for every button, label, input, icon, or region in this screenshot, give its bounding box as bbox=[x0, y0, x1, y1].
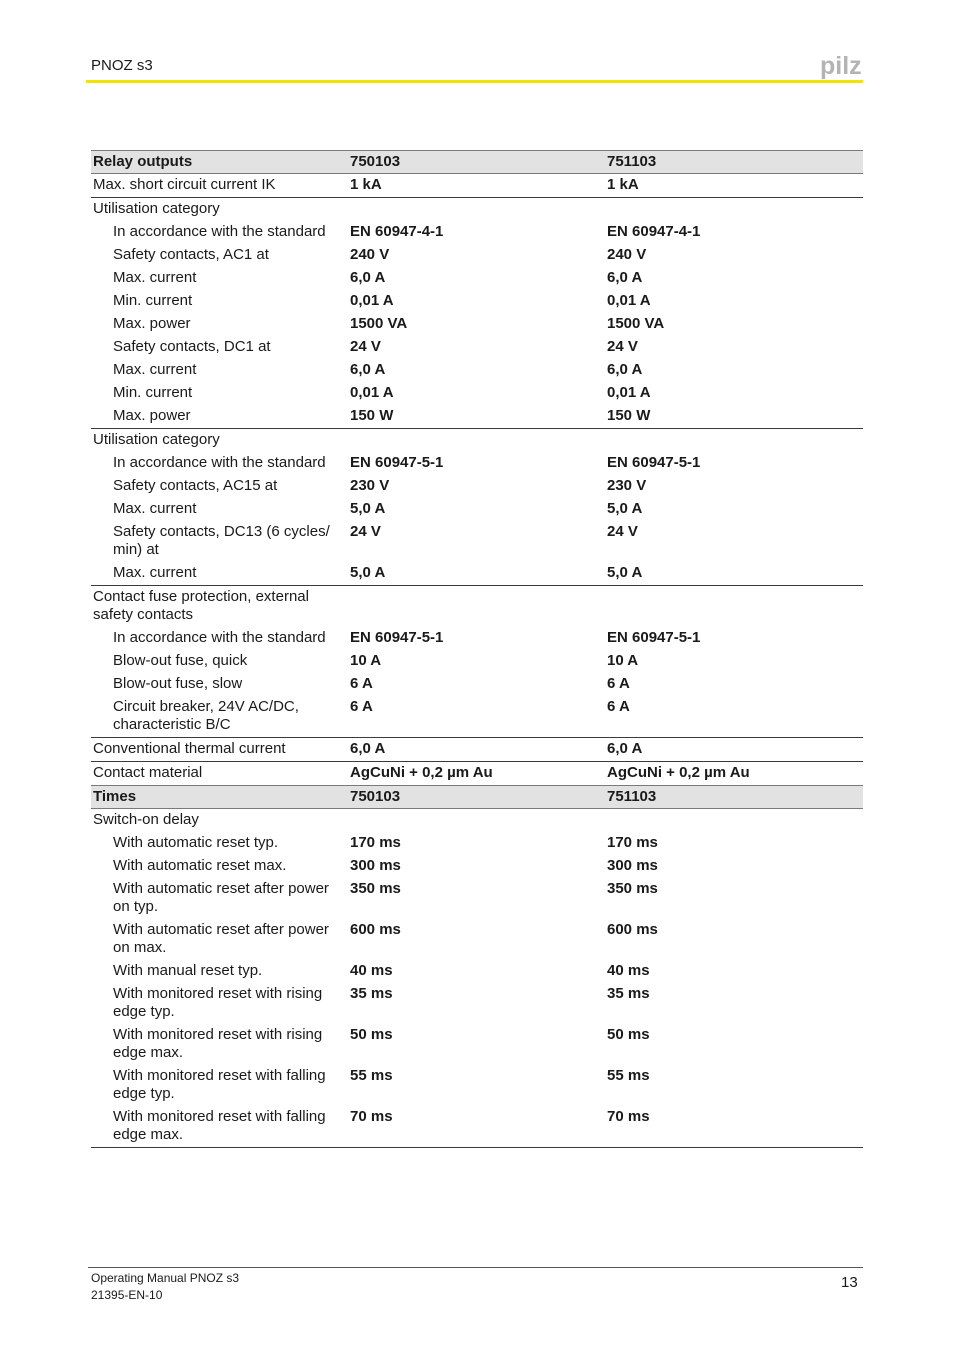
value-751103: 150 W bbox=[607, 407, 651, 424]
page-number: 13 bbox=[841, 1274, 858, 1291]
value-751103: 5,0 A bbox=[607, 500, 643, 517]
value-750103: EN 60947-5-1 bbox=[350, 629, 444, 646]
table-row bbox=[91, 562, 863, 585]
row-label: Utilisation category bbox=[93, 431, 220, 448]
row-label: Blow-out fuse, slow bbox=[113, 675, 243, 692]
row-label: Min. current bbox=[113, 384, 193, 401]
table-row bbox=[91, 428, 863, 452]
value-751103: 300 ms bbox=[607, 857, 658, 874]
table-row bbox=[91, 627, 863, 650]
value-751103: 1 kA bbox=[607, 176, 639, 193]
value-750103 bbox=[350, 811, 607, 829]
table-row bbox=[91, 673, 863, 696]
value-751103: 6 A bbox=[607, 698, 630, 715]
table-row bbox=[91, 832, 863, 855]
value-751103: 24 V bbox=[607, 338, 638, 355]
table-row bbox=[91, 696, 863, 737]
table-row bbox=[91, 221, 863, 244]
value-750103: 240 V bbox=[350, 246, 390, 263]
value-751103: 6,0 A bbox=[607, 740, 643, 757]
value-751103: AgCuNi + 0,2 µm Au bbox=[607, 764, 750, 781]
table-row bbox=[91, 452, 863, 475]
table-row bbox=[91, 960, 863, 983]
table-row bbox=[91, 313, 863, 336]
value-751103 bbox=[607, 200, 863, 218]
table-row bbox=[91, 983, 863, 1024]
value-751103 bbox=[607, 811, 863, 829]
row-label: Max. power bbox=[113, 407, 191, 424]
value-751103 bbox=[607, 588, 863, 624]
table-row bbox=[91, 1065, 863, 1106]
row-label: In accordance with the standard bbox=[113, 454, 326, 471]
value-751103: 6,0 A bbox=[607, 269, 643, 286]
value-751103: 230 V bbox=[607, 477, 647, 494]
row-label: With automatic reset max. bbox=[113, 857, 287, 874]
table-row bbox=[91, 197, 863, 221]
value-751103 bbox=[607, 431, 863, 449]
value-750103: 5,0 A bbox=[350, 564, 386, 581]
row-label: In accordance with the standard bbox=[113, 629, 326, 646]
row-label: In accordance with the standard bbox=[113, 223, 326, 240]
value-750103: 170 ms bbox=[350, 834, 401, 851]
row-label: Min. current bbox=[113, 292, 193, 309]
table-row bbox=[91, 174, 863, 197]
row-label: Blow-out fuse, quick bbox=[113, 652, 248, 669]
value-750103: 70 ms bbox=[350, 1108, 393, 1125]
value-750103 bbox=[350, 200, 607, 218]
value-751103: 240 V bbox=[607, 246, 647, 263]
value-750103: 10 A bbox=[350, 652, 382, 669]
row-label: Safety contacts, DC1 at bbox=[113, 338, 271, 355]
value-750103: 1 kA bbox=[350, 176, 382, 193]
table-row bbox=[91, 267, 863, 290]
spec-table bbox=[91, 150, 863, 1148]
value-750103: 1500 VA bbox=[350, 315, 408, 332]
row-label: With automatic reset typ. bbox=[113, 834, 279, 851]
value-750103 bbox=[350, 588, 607, 624]
row-label: Max. current bbox=[113, 564, 197, 581]
value-751103: 10 A bbox=[607, 652, 639, 669]
value-751103: 40 ms bbox=[607, 962, 650, 979]
row-label: Max. short circuit current IK bbox=[93, 176, 276, 193]
table-row bbox=[91, 650, 863, 673]
value-750103: EN 60947-5-1 bbox=[350, 454, 444, 471]
footer-doc-number: 21395-EN-10 bbox=[91, 1288, 163, 1302]
row-label: With automatic reset after power on typ. bbox=[113, 880, 329, 915]
value-751103: 70 ms bbox=[607, 1108, 650, 1125]
value-751103: 350 ms bbox=[607, 880, 658, 897]
table-row bbox=[91, 382, 863, 405]
value-750103: 350 ms bbox=[350, 880, 401, 897]
value-750103: 150 W bbox=[350, 407, 394, 424]
row-label: Max. current bbox=[113, 269, 197, 286]
value-751103: 5,0 A bbox=[607, 564, 643, 581]
table-row bbox=[91, 521, 863, 562]
table-row bbox=[91, 737, 863, 761]
value-750103: 6,0 A bbox=[350, 269, 386, 286]
row-label: With monitored reset with falling edge typ. bbox=[113, 1067, 326, 1102]
row-label: With automatic reset after power on max. bbox=[113, 921, 329, 956]
table-row bbox=[91, 475, 863, 498]
value-751103: 55 ms bbox=[607, 1067, 650, 1084]
value-750103: EN 60947-4-1 bbox=[350, 223, 444, 240]
value-751103: 50 ms bbox=[607, 1026, 650, 1043]
table-row bbox=[91, 498, 863, 521]
table-row bbox=[91, 359, 863, 382]
value-750103: 50 ms bbox=[350, 1026, 393, 1043]
table-row bbox=[91, 244, 863, 267]
table-row bbox=[91, 405, 863, 428]
value-751103: 24 V bbox=[607, 523, 638, 540]
section-title: Times bbox=[93, 788, 137, 805]
value-750103: 24 V bbox=[350, 338, 381, 355]
value-750103: 6 A bbox=[350, 698, 373, 715]
value-751103: 0,01 A bbox=[607, 292, 651, 309]
pilz-logo-text: pilz bbox=[820, 53, 862, 79]
value-751103: 1500 VA bbox=[607, 315, 665, 332]
column-header-750103: 750103 bbox=[350, 788, 401, 805]
row-label: Switch-on delay bbox=[93, 811, 199, 828]
value-751103: EN 60947-5-1 bbox=[607, 629, 701, 646]
value-750103 bbox=[350, 431, 607, 449]
table-row bbox=[91, 1024, 863, 1065]
row-label: With monitored reset with rising edge max. bbox=[113, 1026, 323, 1061]
table-row bbox=[91, 919, 863, 960]
value-750103: 35 ms bbox=[350, 985, 393, 1002]
row-label: Max. power bbox=[113, 315, 191, 332]
header-rule bbox=[86, 80, 863, 83]
column-header-750103: 750103 bbox=[350, 153, 401, 170]
table-row bbox=[91, 878, 863, 919]
value-751103: 600 ms bbox=[607, 921, 658, 938]
pilz-logo bbox=[820, 53, 864, 79]
footer-manual-title: Operating Manual PNOZ s3 bbox=[91, 1271, 240, 1285]
value-751103: EN 60947-4-1 bbox=[607, 223, 701, 240]
row-label: Safety contacts, DC13 (6 cycles/ min) at bbox=[113, 523, 330, 558]
table-row bbox=[91, 290, 863, 313]
row-label: Safety contacts, AC1 at bbox=[113, 246, 269, 263]
row-label: With monitored reset with falling edge max. bbox=[113, 1108, 326, 1143]
value-750103: 6 A bbox=[350, 675, 373, 692]
section-title: Relay outputs bbox=[93, 153, 193, 170]
table-row bbox=[91, 1106, 863, 1147]
row-label: Conventional thermal current bbox=[93, 740, 286, 757]
document-title: PNOZ s3 bbox=[91, 57, 153, 74]
table-row bbox=[91, 761, 863, 785]
row-label: Contact fuse protection, external safety contacts bbox=[93, 588, 309, 623]
column-header-751103: 751103 bbox=[607, 788, 657, 805]
table-row bbox=[91, 855, 863, 878]
value-751103: 6 A bbox=[607, 675, 630, 692]
row-label: Safety contacts, AC15 at bbox=[113, 477, 278, 494]
value-750103: AgCuNi + 0,2 µm Au bbox=[350, 764, 493, 781]
value-750103: 24 V bbox=[350, 523, 381, 540]
row-label: With monitored reset with rising edge typ. bbox=[113, 985, 323, 1020]
table-row bbox=[91, 336, 863, 359]
value-751103: 35 ms bbox=[607, 985, 650, 1002]
value-751103: 170 ms bbox=[607, 834, 658, 851]
row-label: Utilisation category bbox=[93, 200, 220, 217]
value-751103: 6,0 A bbox=[607, 361, 643, 378]
footer-rule bbox=[88, 1267, 863, 1268]
row-label: Circuit breaker, 24V AC/DC, characteristic B/C bbox=[113, 698, 299, 733]
section-heading bbox=[91, 785, 863, 809]
table-bottom-rule bbox=[91, 1147, 863, 1148]
value-750103: 0,01 A bbox=[350, 384, 394, 401]
value-750103: 6,0 A bbox=[350, 740, 386, 757]
value-750103: 600 ms bbox=[350, 921, 401, 938]
footer-info bbox=[91, 1270, 239, 1304]
section-heading bbox=[91, 150, 863, 174]
value-751103: EN 60947-5-1 bbox=[607, 454, 701, 471]
table-row bbox=[91, 809, 863, 832]
value-750103: 40 ms bbox=[350, 962, 393, 979]
value-751103: 0,01 A bbox=[607, 384, 651, 401]
value-750103: 0,01 A bbox=[350, 292, 394, 309]
column-header-751103: 751103 bbox=[607, 153, 657, 170]
value-750103: 5,0 A bbox=[350, 500, 386, 517]
table-row bbox=[91, 585, 863, 627]
row-label: Max. current bbox=[113, 361, 197, 378]
row-label: With manual reset typ. bbox=[113, 962, 263, 979]
row-label: Max. current bbox=[113, 500, 197, 517]
value-750103: 230 V bbox=[350, 477, 390, 494]
value-750103: 300 ms bbox=[350, 857, 401, 874]
value-750103: 6,0 A bbox=[350, 361, 386, 378]
row-label: Contact material bbox=[93, 764, 203, 781]
value-750103: 55 ms bbox=[350, 1067, 393, 1084]
